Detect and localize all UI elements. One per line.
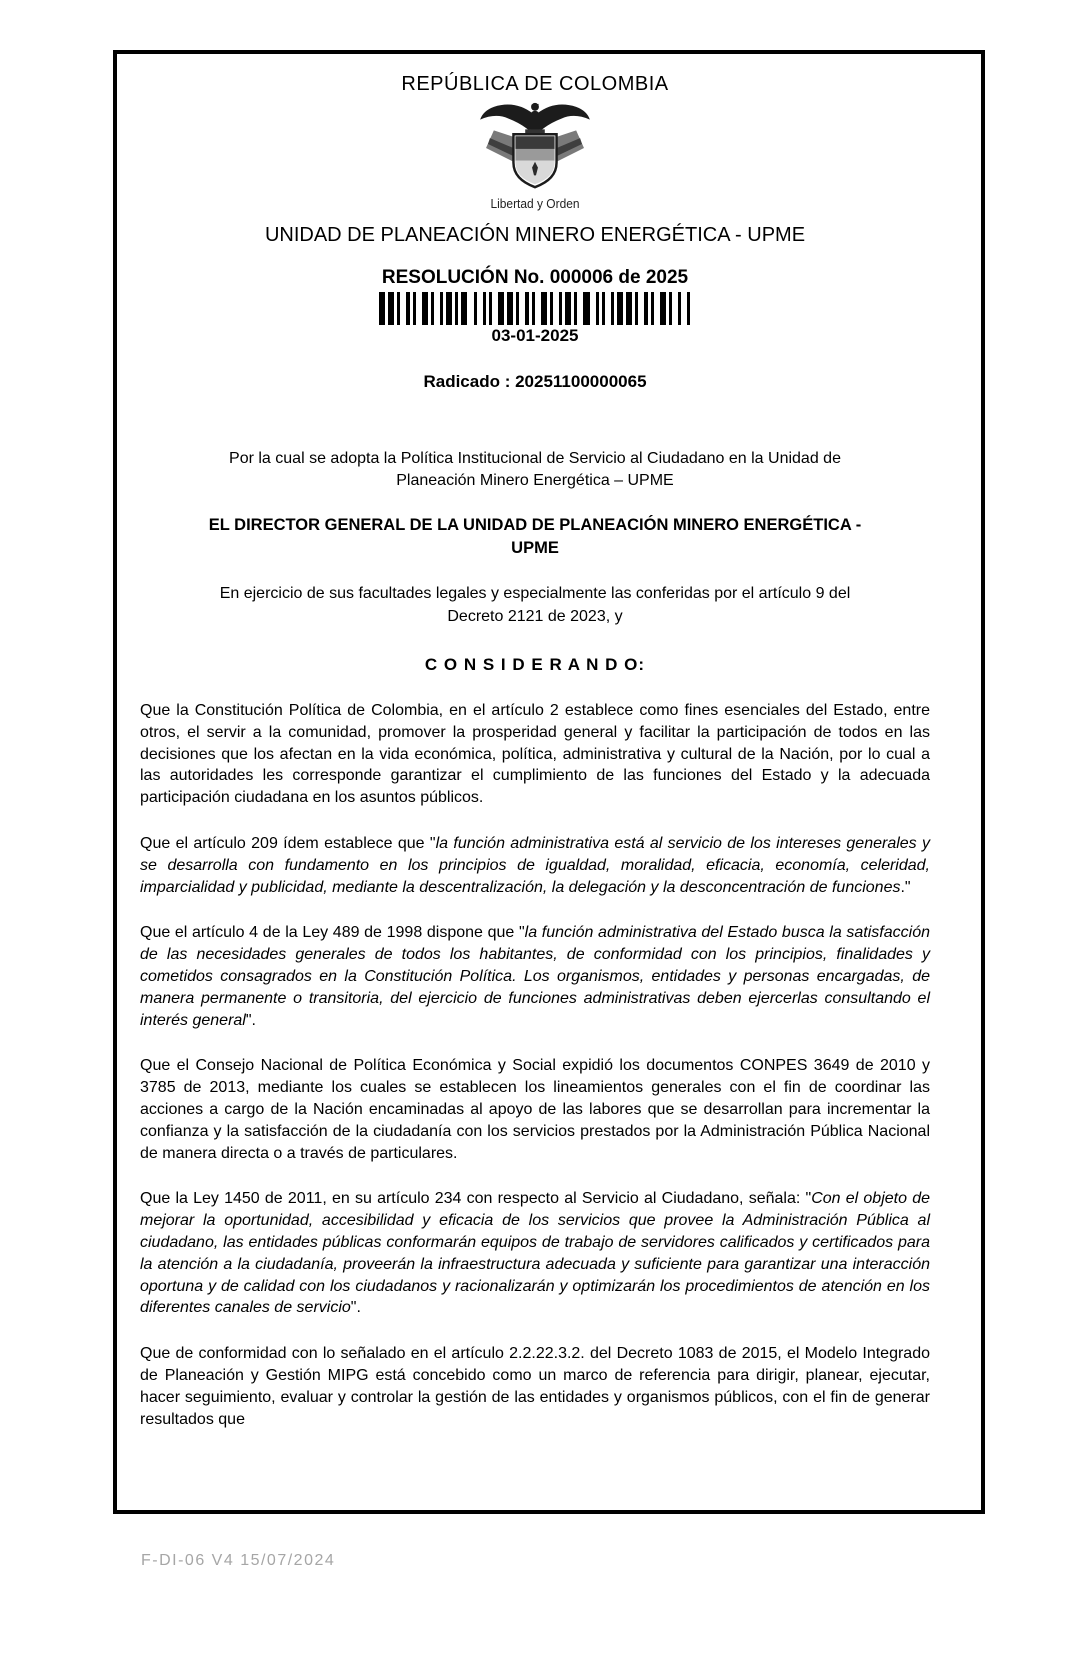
resolution-subject: Por la cual se adopta la Política Institucional de Servicio al Ciudadano en la Unidad de Planeación Minero Energética – UPME xyxy=(229,450,841,489)
paragraph: Que de conformidad con lo señalado en el artículo 2.2.22.3.2. del Decreto 1083 de 2015, el Modelo Integrado de Planeación y Gestión MIPG está concebido como un marco de referencia para dirigir, planear, ejecutar, hacer seguimiento, evaluar y controlar la gestión de las entidades y organismos públicos, con el fin de generar resultados que xyxy=(140,1345,930,1428)
republic-title: REPÚBLICA DE COLOMBIA xyxy=(401,73,669,95)
paragraph: Que el artículo 209 ídem establece que "la función administrativa está al servicio de los intereses generales y se desarrolla con fundamento en los principios de igualdad, moralidad, eficacia, economía, celeridad, imparcialidad y publicidad, mediante la descentralización, la delegación y la desconcentración de funciones." xyxy=(140,834,930,896)
coat-of-arms-motto: Libertad y Orden xyxy=(490,196,580,211)
entity-name: UNIDAD DE PLANEACIÓN MINERO ENERGÉTICA - UPME xyxy=(264,224,806,246)
legal-basis-statement: En ejercicio de sus facultades legales y especialmente las conferidas por el artículo 9 del Decreto 2121 de 2023, y xyxy=(219,585,851,625)
resolution-date: 03-01-2025 xyxy=(491,326,579,345)
paragraph: Que la Constitución Política de Colombia, en el artículo 2 establece como fines esenciales del Estado, entre otros, el servir a la comunidad, promover la prosperidad general y facilitar la participación de todos en las decisiones que los afectan en la vida económica, política, administrativa y cultural de la Nación, por lo cual a las autoridades les corresponde garantizar el cumplimiento de las funciones del Estado y la adecuada participación ciudadana en los asuntos públicos. xyxy=(140,702,930,807)
paragraph: Que la Ley 1450 de 2011, en su artículo 234 con respecto al Servicio al Ciudadano, señala: "Con el objeto de mejorar la oportunidad, accesibilidad y eficacia de los servicios que provee la Administración Pública al ciudadano, las entidades públicas conformarán equipos de trabajo de servidores calificados y certificados para la atención a la ciudadanía, proveerán la infraestructura adecuada y suficiente para garantizar una interacción oportuna y de calidad con los ciudadanos y racionalizarán y optimizarán los procedimientos de atención en los diferentes canales de servicio". xyxy=(140,1190,930,1317)
coat-of-arms-icon xyxy=(476,99,594,195)
paragraph: Que el Consejo Nacional de Política Económica y Social expidió los documentos CONPES 3649 de 2010 y 3785 de 2013, mediante los cuales se establecen los lineamientos generales con el fin de coordinar las acciones a cargo de la Nación encaminadas al apoyo de las labores que se desarrollan para incrementar la confianza y la satisfacción de la ciudadanía con los servicios prestados por la Administración Pública Nacional de manera directa o a través de particulares. xyxy=(140,1057,930,1162)
body-paragraphs xyxy=(140,700,930,1430)
form-code-footer: F-DI-06 V4 15/07/2024 xyxy=(141,1552,336,1569)
barcode xyxy=(379,292,691,325)
issuing-authority-heading: EL DIRECTOR GENERAL DE LA UNIDAD DE PLANEACIÓN MINERO ENERGÉTICA - UPME xyxy=(208,516,862,557)
paragraph: Que el artículo 4 de la Ley 489 de 1998 dispone que "la función administrativa del Estado busca la satisfacción de las necesidades generales de todos los habitantes, de conformidad con los principios, finalidades y cometidos consagrados en la Constitución Política. Los organismos, entidades y personas encargadas, de manera permanente o transitoria, del ejercicio de funciones administrativas deben ejercerlas consultando el interés general". xyxy=(140,924,930,1029)
considering-heading: C O N S I D E R A N D O: xyxy=(424,655,646,674)
radicado-number: Radicado : 20251100000065 xyxy=(423,372,647,391)
document-page-frame xyxy=(113,50,985,1514)
resolution-title: RESOLUCIÓN No. 000006 de 2025 xyxy=(381,267,689,288)
coat-of-arms xyxy=(470,99,600,211)
